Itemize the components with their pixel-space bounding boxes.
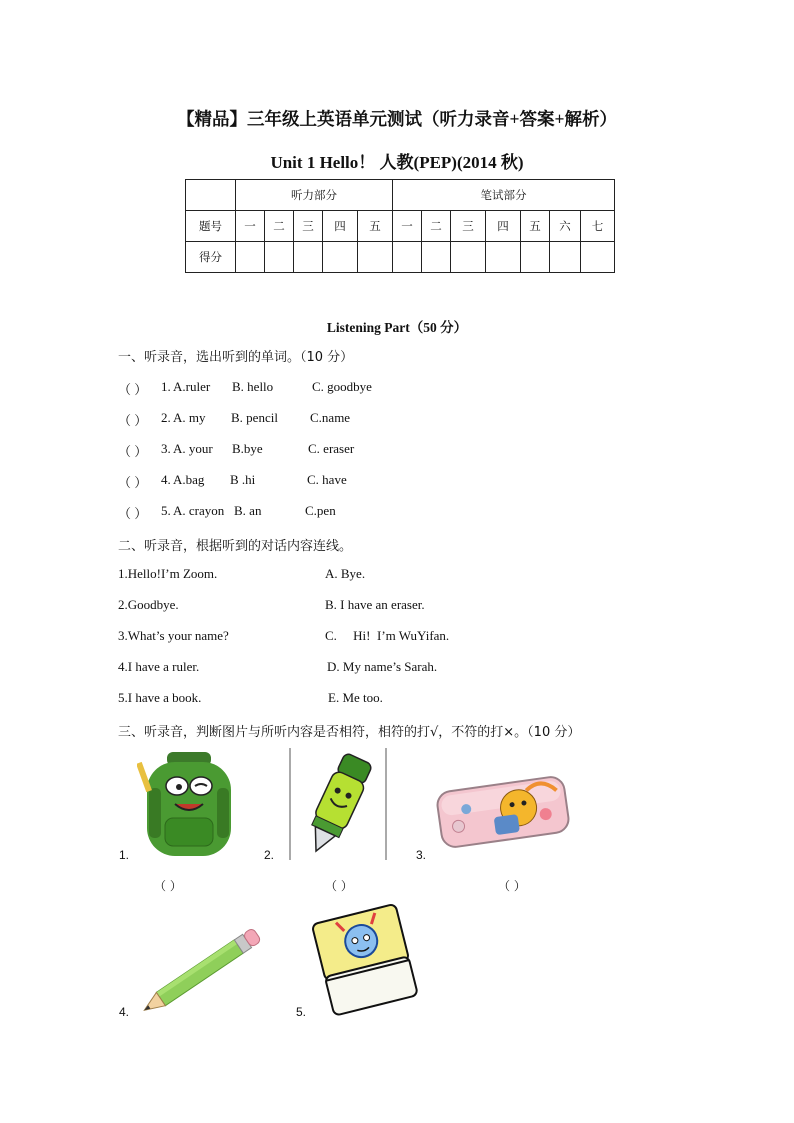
- item-number: 3.: [161, 441, 171, 456]
- listening-number: 三: [294, 211, 323, 242]
- match-left-item[interactable]: 3.What’s your name?: [118, 628, 229, 643]
- match-left-item[interactable]: 1.Hello!I’m Zoom.: [118, 566, 218, 581]
- answer-paren[interactable]: （ ）: [118, 506, 148, 521]
- score-cell[interactable]: [358, 242, 393, 273]
- item-number: 5.: [161, 503, 171, 518]
- score-cell[interactable]: [486, 242, 521, 273]
- option-c: C. have: [307, 472, 347, 487]
- score-cell[interactable]: [550, 242, 581, 273]
- match-right-item[interactable]: E. Me too.: [328, 690, 383, 705]
- listening-number: 五: [358, 211, 393, 242]
- pencil-image: [134, 922, 274, 1018]
- writing-number: 六: [550, 211, 581, 242]
- answer-paren[interactable]: （ ）: [118, 475, 148, 490]
- document-subtitle: Unit 1 Hello！ 人教(PEP)(2014 秋): [270, 153, 524, 172]
- answer-paren[interactable]: （ ）: [498, 879, 526, 893]
- document-title: 【精品】三年级上英语单元测试（听力录音+答案+解析）: [177, 109, 617, 129]
- score-cell[interactable]: [451, 242, 486, 273]
- listening-number: 二: [265, 211, 294, 242]
- image-label: 1.: [119, 848, 130, 862]
- score-cell[interactable]: [581, 242, 615, 273]
- option-c: C.name: [310, 410, 351, 425]
- image-label: 2.: [264, 848, 275, 862]
- option-b: B.bye: [232, 441, 263, 456]
- match-right-item[interactable]: C. Hi! I’m WuYifan.: [325, 628, 450, 643]
- option-a: A.bag: [173, 472, 205, 487]
- writing-number: 七: [581, 211, 615, 242]
- score-cell[interactable]: [236, 242, 265, 273]
- listening-number: 四: [323, 211, 358, 242]
- section2-heading: 二、听录音，根据听到的对话内容连线。: [118, 539, 353, 554]
- image-label: 5.: [296, 1005, 307, 1019]
- option-c: C. eraser: [308, 441, 355, 456]
- score-cell[interactable]: [521, 242, 550, 273]
- score-cell[interactable]: [393, 242, 422, 273]
- answer-paren[interactable]: （ ）: [325, 879, 353, 893]
- score-cell[interactable]: [422, 242, 451, 273]
- table-corner-cell: [186, 180, 236, 211]
- option-c: C. goodbye: [312, 379, 372, 394]
- match-right-item[interactable]: D. My name’s Sarah.: [327, 659, 438, 674]
- option-b: B .hi: [230, 472, 256, 487]
- writing-number: 四: [486, 211, 521, 242]
- writing-number: 五: [521, 211, 550, 242]
- option-b: B. an: [234, 503, 262, 518]
- score-cell[interactable]: [265, 242, 294, 273]
- score-cell[interactable]: [294, 242, 323, 273]
- writing-number: 三: [451, 211, 486, 242]
- match-left-item[interactable]: 5.I have a book.: [118, 690, 202, 705]
- image-label: 4.: [119, 1005, 130, 1019]
- item-number: 1.: [161, 379, 171, 394]
- answer-paren[interactable]: （ ）: [154, 879, 182, 893]
- match-right-item[interactable]: A. Bye.: [325, 566, 366, 581]
- score-cell[interactable]: [323, 242, 358, 273]
- writing-number: 二: [422, 211, 451, 242]
- answer-paren[interactable]: （ ）: [118, 444, 148, 459]
- listening-part-heading: Listening Part（50 分）: [326, 320, 468, 335]
- listening-header: 听力部分: [236, 180, 393, 211]
- option-a: A. my: [173, 410, 206, 425]
- eraser-image: [312, 904, 424, 1016]
- listening-number: 一: [236, 211, 265, 242]
- item-number: 4.: [161, 472, 171, 487]
- option-b: B. hello: [232, 379, 274, 394]
- score-table: [185, 179, 615, 273]
- marker-image: [289, 748, 387, 860]
- pencil-case-image: [433, 764, 573, 860]
- writing-number: 一: [393, 211, 422, 242]
- answer-paren[interactable]: （ ）: [118, 382, 148, 397]
- match-left-item[interactable]: 4.I have a ruler.: [118, 659, 200, 674]
- writing-header: 笔试部分: [393, 180, 615, 211]
- answer-paren[interactable]: （ ）: [118, 413, 148, 428]
- match-right-item[interactable]: B. I have an eraser.: [325, 597, 425, 612]
- option-c: C.pen: [305, 503, 336, 518]
- option-a: A. your: [173, 441, 213, 456]
- option-b: B. pencil: [231, 410, 278, 425]
- row-score-label: 得分: [186, 242, 236, 273]
- image-label: 3.: [416, 848, 427, 862]
- option-a: A.ruler: [173, 379, 211, 394]
- backpack-image: [137, 748, 241, 860]
- match-left-item[interactable]: 2.Goodbye.: [118, 597, 179, 612]
- section3-heading: 三、听录音，判断图片与所听内容是否相符，相符的打√，不符的打×。（10 分）: [118, 725, 581, 740]
- item-number: 2.: [161, 410, 171, 425]
- section1-heading: 一、听录音，选出听到的单词。（10 分）: [118, 350, 354, 365]
- option-a: A. crayon: [173, 503, 225, 518]
- row-number-label: 题号: [186, 211, 236, 242]
